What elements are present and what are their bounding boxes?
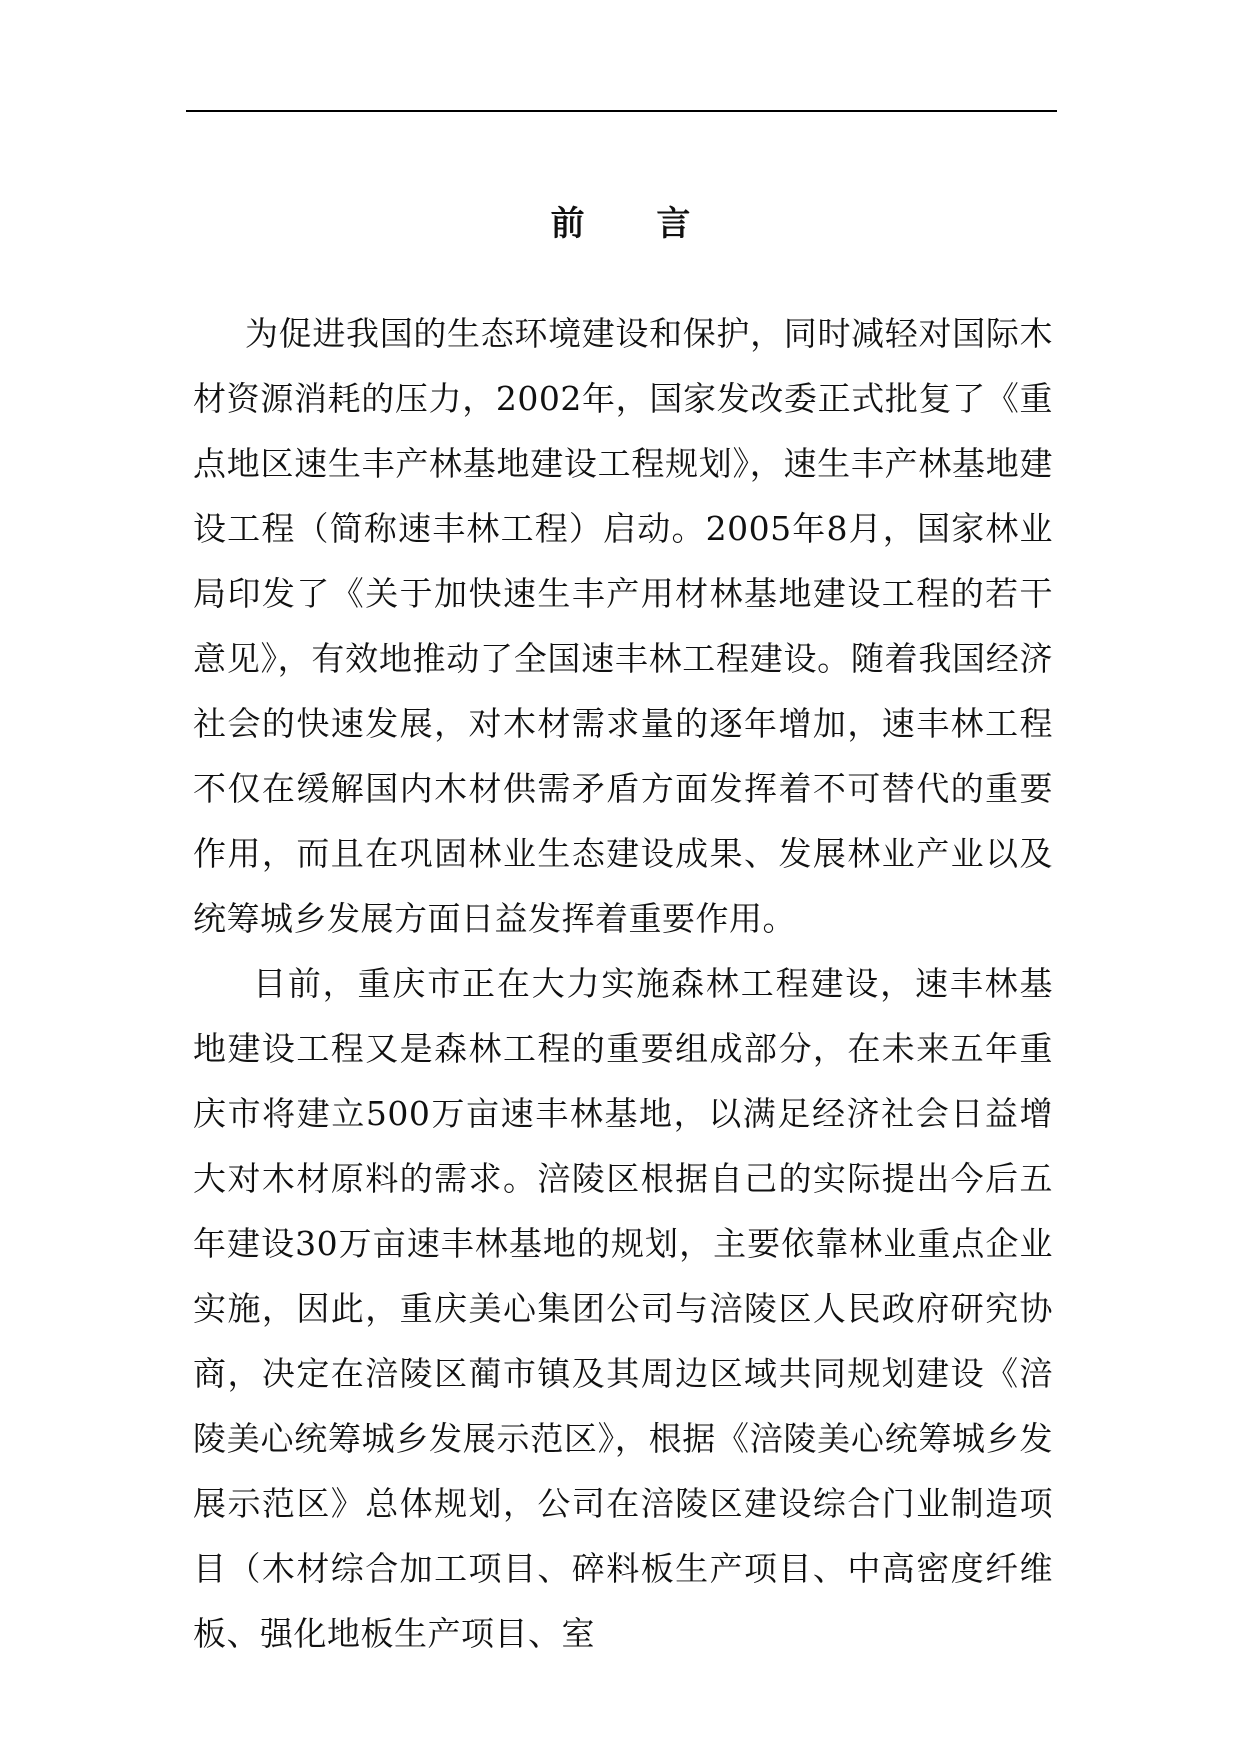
header-rule — [186, 110, 1057, 112]
paragraph-1: 为促进我国的生态环境建设和保护，同时减轻对国际木材资源消耗的压力，2002年，国家发改委正式批复了《重点地区速生丰产林基地建设工程规划》，速生丰产林基地建设工程（简称速丰林工程）启动。2005年8月，国家林业局印发了《关于加快速生丰产用材林基地建设工程的若干意见》，有效地推动了全国速丰林工程建设。随着我国经济社会的快速发展，对木材需求量的逐年增加，速丰林工程不仅在缓解国内木材供需矛盾方面发挥着不可替代的重要作用，而且在巩固林业生态建设成果、发展林业产业以及统筹城乡发展方面日益发挥着重要作用。 — [193, 314, 1053, 938]
document-body — [193, 301, 1053, 1666]
paragraph-2: 目前，重庆市正在大力实施森林工程建设，速丰林基地建设工程又是森林工程的重要组成部分，在未来五年重庆市将建立500万亩速丰林基地，以满足经济社会日益增大对木材原料的需求。涪陵区根据自己的实际提出今后五年建设30万亩速丰林基地的规划，主要依靠林业重点企业实施，因此，重庆美心集团公司与涪陵区人民政府研究协商，决定在涪陵区蔺市镇及其周边区域共同规划建设《涪陵美心统筹城乡发展示范区》，根据《涪陵美心统筹城乡发展示范区》总体规划，公司在涪陵区建设综合门业制造项目（木材综合加工项目、碎料板生产项目、中高密度纤维板、强化地板生产项目、室 — [193, 964, 1053, 1653]
page-title: 前 言 — [550, 204, 721, 244]
